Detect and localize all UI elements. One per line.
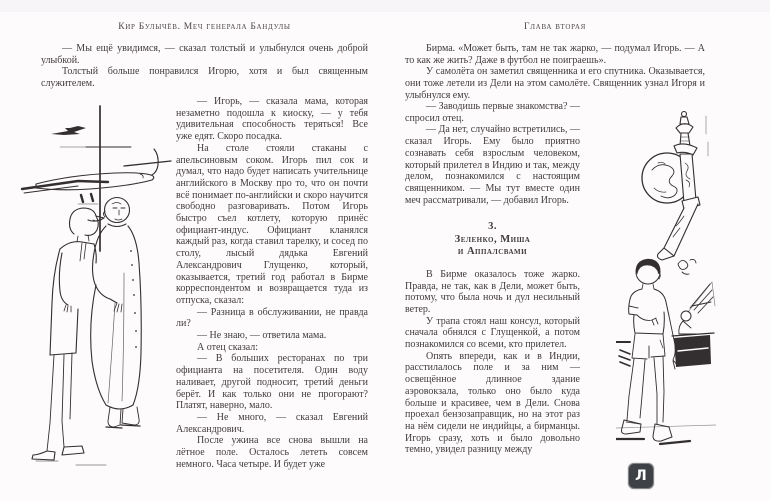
paragraph: У трапа стоял наш консул, который сначала обнялся с Глущенкой, а потом познакомился со всеми, кто прилетел. [405,315,580,351]
man-in-suit [32,208,104,460]
labirint-watermark-badge: Л [628,463,654,489]
paragraph: — Разница в обслуживании, не правда ли? [176,306,368,330]
scan-edge-band [0,0,770,12]
small-airplane [51,126,86,135]
left-column-text [176,96,368,471]
illustration-sword [640,108,725,268]
boy [622,259,679,441]
paragraph: После ужина все снова вышли на лётное поле. Осталось лететь совсем немного. Часа четыре. И будет уже [176,435,368,470]
paragraph: — Да нет, случайно встретились, — сказал Игорь. Ему было приятно сознавать себя взрослым человеком, который прилетел в Индию и так, между делом, познакомился с настоящим священником. — Мы тут вместе один меч рассматривали, — добавил Игорь. [405,124,580,206]
priest-in-robe [91,198,142,429]
tassel-scribble [678,259,696,274]
sword [658,112,701,261]
running-head-right: Глава вторая [524,22,586,32]
illustration-two-men-airfield [20,103,172,480]
counter-scene [616,282,715,367]
paragraph: На столе стояли стаканы с апельсиновым соком. Игорь пил сок и думал, что надо будет написать учительнице английского в Москву про то, что он почти всё понимает по-английски и скоро научится свободно разговаривать. Потом Игорь быстро съел котлету, которую принёс официант-индус. Официант кланялся каждый раз, когда ставил тарелку, и сосед по столу, лысый дядька Евгений Александрович Глущенко, который, оказывается, третий год работал в Бирме корреспондентом и возвращается туда из отпуска, сказал: [176,142,368,306]
paragraph: — Заводишь первые знакомства? — спросил отец. [405,101,580,124]
paragraph: Толстый больше понравился Игорю, хотя и был священным служителем. [41,66,368,90]
paragraph: — В больших ресторанах по три официанта на посетителя. Один воду наливает, другой подносит, третий деньги берёт. И как только они не прогорают? Платят, наверно, мало. [176,353,368,412]
paragraph: — Мы ещё увидимся, — сказал толстый и улыбнулся очень доброй улыбкой. [41,43,368,66]
left-full-text [41,43,368,90]
paragraph: — Игорь, — сказала мама, которая незаметно подошла к киоску, — у тебя удивительная способность теряться! Все уже едят. Скоро посадка. [176,96,368,143]
running-head-left: Кир Булычёв. Меч генерала Бандулы [118,22,291,32]
section-heading [405,221,580,259]
paragraph: Бирма. «Может быть, там не так жарко, — подумал Игорь. — А то как же жить? Даже в футбол не поиграешь». [405,43,705,66]
section-number: 3. [488,221,497,233]
paragraph: Опять впереди, как и в Индии, расстилалось поле и за ним — освещённое длинное здание аэровокзала, только оно было куда больше и красивее, чем в Дели. Снова проехал бензозаправщик, но на этот раз на нём сидели не индийцы, а бирманцы. Игорь сразу, хоть и было довольно темно, увидел разницу между [405,350,580,456]
right-full-text [405,43,705,102]
illustration-boy-walking [616,256,716,457]
section-title-line: Зеленко, Миша [454,233,531,245]
paragraph: В Бирме оказалось тоже жарко. Правда, не так, как в Дели, может быть, потому, что была ночь и дул несильный ветер. [405,268,580,315]
section-title-line: и Аппалсвами [457,246,528,258]
paragraph: У самолёта он заметил священника и его спутника. Оказывается, они тоже летели из Дели на этом самолёте. Священник узнал Игоря и улыбнулся ему. [405,66,705,101]
paragraph: — Не много, — сказал Евгений Александрович. [176,411,368,435]
paragraph: А отец сказал: [197,341,259,353]
right-column-text [405,101,580,456]
paragraph: — Не знаю, — ответила мама. [197,330,327,342]
